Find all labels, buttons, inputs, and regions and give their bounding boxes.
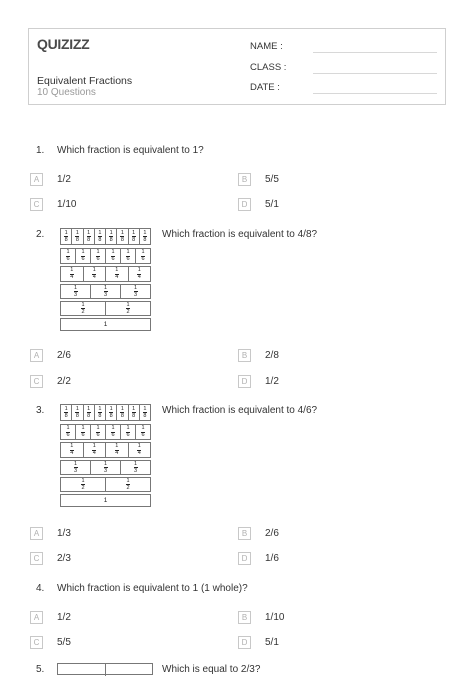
denominator: 6 bbox=[111, 256, 115, 262]
fraction-wall-cell bbox=[140, 405, 150, 420]
option-c-box[interactable]: C bbox=[30, 198, 43, 211]
denominator: 6 bbox=[81, 256, 85, 262]
option-b-box[interactable]: B bbox=[238, 173, 251, 186]
denominator: 8 bbox=[109, 412, 113, 419]
fraction-wall-cell bbox=[61, 425, 76, 439]
numerator: 1 bbox=[70, 443, 74, 449]
denominator: 8 bbox=[109, 236, 113, 243]
fraction-wall-cell bbox=[76, 425, 91, 439]
fraction-wall-cell bbox=[91, 461, 121, 474]
question-4-text: Which fraction is equivalent to 1 (1 whole)? bbox=[57, 583, 248, 594]
numerator: 1 bbox=[92, 267, 96, 273]
denominator: 4 bbox=[115, 274, 119, 280]
numerator: 1 bbox=[132, 229, 136, 236]
numerator: 1 bbox=[109, 229, 113, 236]
fraction-wall-row bbox=[60, 494, 151, 507]
option-b-text: 5/5 bbox=[265, 174, 279, 185]
fraction-wall-cell bbox=[106, 443, 129, 457]
option-c-text: 5/5 bbox=[57, 637, 71, 648]
denominator: 8 bbox=[132, 412, 136, 419]
fraction-wall-cell bbox=[129, 229, 140, 244]
numerator: 1 bbox=[126, 425, 130, 431]
fraction-wall-cell bbox=[95, 405, 106, 420]
fraction-wall-cell bbox=[106, 425, 121, 439]
fraction-wall-cell bbox=[61, 461, 91, 474]
denominator: 6 bbox=[81, 432, 85, 438]
fraction-wall-cell bbox=[121, 461, 150, 474]
option-d-text: 5/1 bbox=[265, 199, 279, 210]
option-c-box[interactable]: C bbox=[30, 636, 43, 649]
numerator: 1 bbox=[111, 249, 115, 255]
numerator: 1 bbox=[64, 229, 68, 236]
denominator: 8 bbox=[143, 236, 147, 243]
numerator: 1 bbox=[87, 405, 91, 412]
fraction-wall-cell bbox=[84, 405, 95, 420]
question-1-text: Which fraction is equivalent to 1? bbox=[57, 145, 204, 156]
fraction-wall-cell bbox=[121, 249, 136, 263]
fraction-wall-cell bbox=[61, 478, 106, 491]
denominator: 4 bbox=[92, 450, 96, 456]
fraction-wall-cell bbox=[106, 405, 117, 420]
option-a-box[interactable]: A bbox=[30, 527, 43, 540]
option-c-text: 1/10 bbox=[57, 199, 77, 210]
denominator: 3 bbox=[133, 467, 138, 474]
fraction-wall-cell bbox=[84, 267, 107, 281]
denominator: 6 bbox=[66, 256, 70, 262]
fraction-wall-cell bbox=[61, 302, 106, 315]
numerator: 1 bbox=[133, 461, 138, 467]
option-c-box[interactable]: C bbox=[30, 375, 43, 388]
question-2-number: 2. bbox=[36, 229, 45, 240]
numerator: 1 bbox=[111, 425, 115, 431]
numerator: 1 bbox=[66, 249, 70, 255]
numerator: 1 bbox=[92, 443, 96, 449]
denominator: 4 bbox=[137, 450, 141, 456]
option-d-box[interactable]: D bbox=[238, 375, 251, 388]
denominator: 8 bbox=[120, 412, 124, 419]
denominator: 2 bbox=[81, 484, 85, 491]
option-a-box[interactable]: A bbox=[30, 611, 43, 624]
numerator: 1 bbox=[133, 285, 138, 291]
numerator: 1 bbox=[70, 267, 74, 273]
option-b-box[interactable]: B bbox=[238, 349, 251, 362]
numerator: 1 bbox=[132, 405, 136, 412]
fraction-wall-row bbox=[60, 248, 151, 264]
numerator: 1 bbox=[66, 425, 70, 431]
worksheet-header bbox=[28, 28, 446, 105]
denominator: 2 bbox=[126, 484, 130, 491]
option-b-text: 1/10 bbox=[265, 612, 285, 623]
denominator: 3 bbox=[103, 467, 108, 474]
fraction-wall-row bbox=[60, 318, 151, 331]
numerator: 1 bbox=[115, 267, 119, 273]
numerator: 1 bbox=[120, 405, 124, 412]
numerator: 1 bbox=[75, 405, 79, 412]
fraction-wall-cell bbox=[61, 267, 84, 281]
numerator: 1 bbox=[103, 461, 108, 467]
numerator: 1 bbox=[73, 285, 78, 291]
numerator: 1 bbox=[109, 405, 113, 412]
numerator: 1 bbox=[143, 405, 147, 412]
numerator: 1 bbox=[96, 249, 100, 255]
fraction-wall-cell bbox=[61, 443, 84, 457]
fraction-wall-cell bbox=[84, 229, 95, 244]
date-label: DATE : bbox=[250, 82, 280, 93]
numerator: 1 bbox=[126, 478, 130, 484]
quizizz-logo: QUIZIZZ bbox=[37, 36, 90, 52]
numerator: 1 bbox=[126, 302, 130, 308]
fraction-wall-cell bbox=[106, 267, 129, 281]
denominator: 3 bbox=[73, 291, 78, 298]
numerator: 1 bbox=[126, 249, 130, 255]
fraction-wall-cell bbox=[140, 229, 150, 244]
option-d-text: 1/6 bbox=[265, 553, 279, 564]
option-b-box[interactable]: B bbox=[238, 527, 251, 540]
denominator: 4 bbox=[70, 450, 74, 456]
fraction-wall-cell bbox=[91, 425, 106, 439]
question-3-text: Which fraction is equivalent to 4/6? bbox=[162, 405, 318, 416]
numerator: 1 bbox=[141, 249, 145, 255]
fraction-wall-row bbox=[60, 460, 151, 475]
numerator: 1 bbox=[81, 249, 85, 255]
denominator: 6 bbox=[111, 432, 115, 438]
worksheet-title: Equivalent Fractions bbox=[37, 75, 133, 87]
fraction-wall-cell bbox=[84, 443, 107, 457]
fraction-wall-cell bbox=[72, 405, 83, 420]
option-b-text: 2/8 bbox=[265, 350, 279, 361]
fraction-wall-row bbox=[60, 477, 151, 492]
name-label: NAME : bbox=[250, 41, 283, 52]
denominator: 3 bbox=[103, 291, 108, 298]
fraction-wall-cell bbox=[61, 249, 76, 263]
option-a-text: 1/2 bbox=[57, 174, 71, 185]
denominator: 4 bbox=[70, 274, 74, 280]
numerator: 1 bbox=[98, 405, 102, 412]
option-a-box[interactable]: A bbox=[30, 349, 43, 362]
denominator: 8 bbox=[120, 236, 124, 243]
numerator: 1 bbox=[141, 425, 145, 431]
fraction-wall-cell bbox=[91, 249, 106, 263]
denominator: 6 bbox=[66, 432, 70, 438]
option-a-box[interactable]: A bbox=[30, 173, 43, 186]
option-a-text: 2/6 bbox=[57, 350, 71, 361]
option-a-text: 1/3 bbox=[57, 528, 71, 539]
option-c-box[interactable]: C bbox=[30, 552, 43, 565]
fraction-wall-cell bbox=[106, 302, 150, 315]
numerator: 1 bbox=[137, 443, 141, 449]
fraction-wall-row bbox=[60, 284, 151, 299]
fraction-wall-cell bbox=[129, 267, 151, 281]
option-b-text: 2/6 bbox=[265, 528, 279, 539]
numerator: 1 bbox=[73, 461, 78, 467]
numerator: 1 bbox=[87, 229, 91, 236]
denominator: 4 bbox=[92, 274, 96, 280]
denominator: 3 bbox=[133, 291, 138, 298]
numerator: 1 bbox=[103, 285, 108, 291]
question-1-number: 1. bbox=[36, 145, 45, 156]
name-line[interactable] bbox=[313, 52, 437, 53]
denominator: 6 bbox=[126, 432, 130, 438]
question-4-number: 4. bbox=[36, 583, 45, 594]
date-line[interactable] bbox=[313, 93, 437, 94]
fraction-wall-cell bbox=[136, 249, 150, 263]
fraction-wall-cell bbox=[136, 425, 150, 439]
denominator: 8 bbox=[64, 412, 68, 419]
option-d-box[interactable]: D bbox=[238, 636, 251, 649]
denominator: 2 bbox=[81, 308, 85, 315]
fraction-wall-cell bbox=[91, 285, 121, 298]
question-5-number: 5. bbox=[36, 664, 45, 675]
numerator: 1 bbox=[64, 405, 68, 412]
question-count: 10 Questions bbox=[37, 87, 96, 98]
numerator: 1 bbox=[98, 229, 102, 236]
denominator: 8 bbox=[98, 412, 102, 419]
denominator: 8 bbox=[132, 236, 136, 243]
fraction-wall-row bbox=[60, 228, 151, 245]
option-d-box[interactable]: D bbox=[238, 198, 251, 211]
fraction-wall-cell bbox=[121, 425, 136, 439]
numerator: 1 bbox=[120, 229, 124, 236]
denominator: 6 bbox=[96, 432, 100, 438]
fraction-wall-cell bbox=[72, 229, 83, 244]
denominator: 8 bbox=[98, 236, 102, 243]
denominator: 8 bbox=[87, 412, 91, 419]
fraction-wall-cell bbox=[129, 405, 140, 420]
fraction-wall-row bbox=[60, 404, 151, 421]
class-label: CLASS : bbox=[250, 62, 287, 73]
fraction-wall-row bbox=[60, 424, 151, 440]
denominator: 6 bbox=[141, 432, 145, 438]
fraction-wall-cell bbox=[129, 443, 151, 457]
denominator: 4 bbox=[115, 450, 119, 456]
fraction-bar bbox=[57, 663, 153, 675]
denominator: 6 bbox=[141, 256, 145, 262]
option-c-text: 2/2 bbox=[57, 376, 71, 387]
denominator: 6 bbox=[96, 256, 100, 262]
numerator: 1 bbox=[75, 229, 79, 236]
class-line[interactable] bbox=[313, 73, 437, 74]
fraction-wall-cell bbox=[106, 249, 121, 263]
option-d-box[interactable]: D bbox=[238, 552, 251, 565]
question-2-text: Which fraction is equivalent to 4/8? bbox=[162, 229, 318, 240]
fraction-wall-cell: 1 bbox=[103, 497, 108, 504]
fraction-wall-cell bbox=[121, 285, 150, 298]
denominator: 8 bbox=[64, 236, 68, 243]
denominator: 8 bbox=[75, 412, 79, 419]
option-d-text: 1/2 bbox=[265, 376, 279, 387]
fraction-wall-cell bbox=[106, 229, 117, 244]
denominator: 8 bbox=[75, 236, 79, 243]
denominator: 6 bbox=[126, 256, 130, 262]
numerator: 1 bbox=[81, 425, 85, 431]
numerator: 1 bbox=[143, 229, 147, 236]
fraction-wall-cell bbox=[117, 405, 128, 420]
denominator: 8 bbox=[143, 412, 147, 419]
denominator: 4 bbox=[137, 274, 141, 280]
denominator: 8 bbox=[87, 236, 91, 243]
denominator: 2 bbox=[126, 308, 130, 315]
fraction-wall-cell bbox=[61, 229, 72, 244]
numerator: 1 bbox=[81, 302, 85, 308]
denominator: 3 bbox=[73, 467, 78, 474]
fraction-wall-cell bbox=[95, 229, 106, 244]
fraction-wall-row bbox=[60, 266, 151, 282]
fraction-wall-row bbox=[60, 442, 151, 458]
fraction-wall-cell bbox=[61, 285, 91, 298]
fraction-wall-cell: 1 bbox=[103, 321, 108, 328]
fraction-wall-cell bbox=[117, 229, 128, 244]
question-3-number: 3. bbox=[36, 405, 45, 416]
option-d-text: 5/1 bbox=[265, 637, 279, 648]
question-5-text: Which is equal to 2/3? bbox=[162, 664, 261, 675]
option-a-text: 1/2 bbox=[57, 612, 71, 623]
fraction-wall-cell bbox=[76, 249, 91, 263]
option-b-box[interactable]: B bbox=[238, 611, 251, 624]
numerator: 1 bbox=[115, 443, 119, 449]
fraction-wall-cell bbox=[106, 478, 150, 491]
numerator: 1 bbox=[96, 425, 100, 431]
numerator: 1 bbox=[137, 267, 141, 273]
option-c-text: 2/3 bbox=[57, 553, 71, 564]
numerator: 1 bbox=[81, 478, 85, 484]
fraction-wall-row bbox=[60, 301, 151, 316]
fraction-bar-divider bbox=[105, 664, 106, 676]
fraction-wall-cell bbox=[61, 405, 72, 420]
